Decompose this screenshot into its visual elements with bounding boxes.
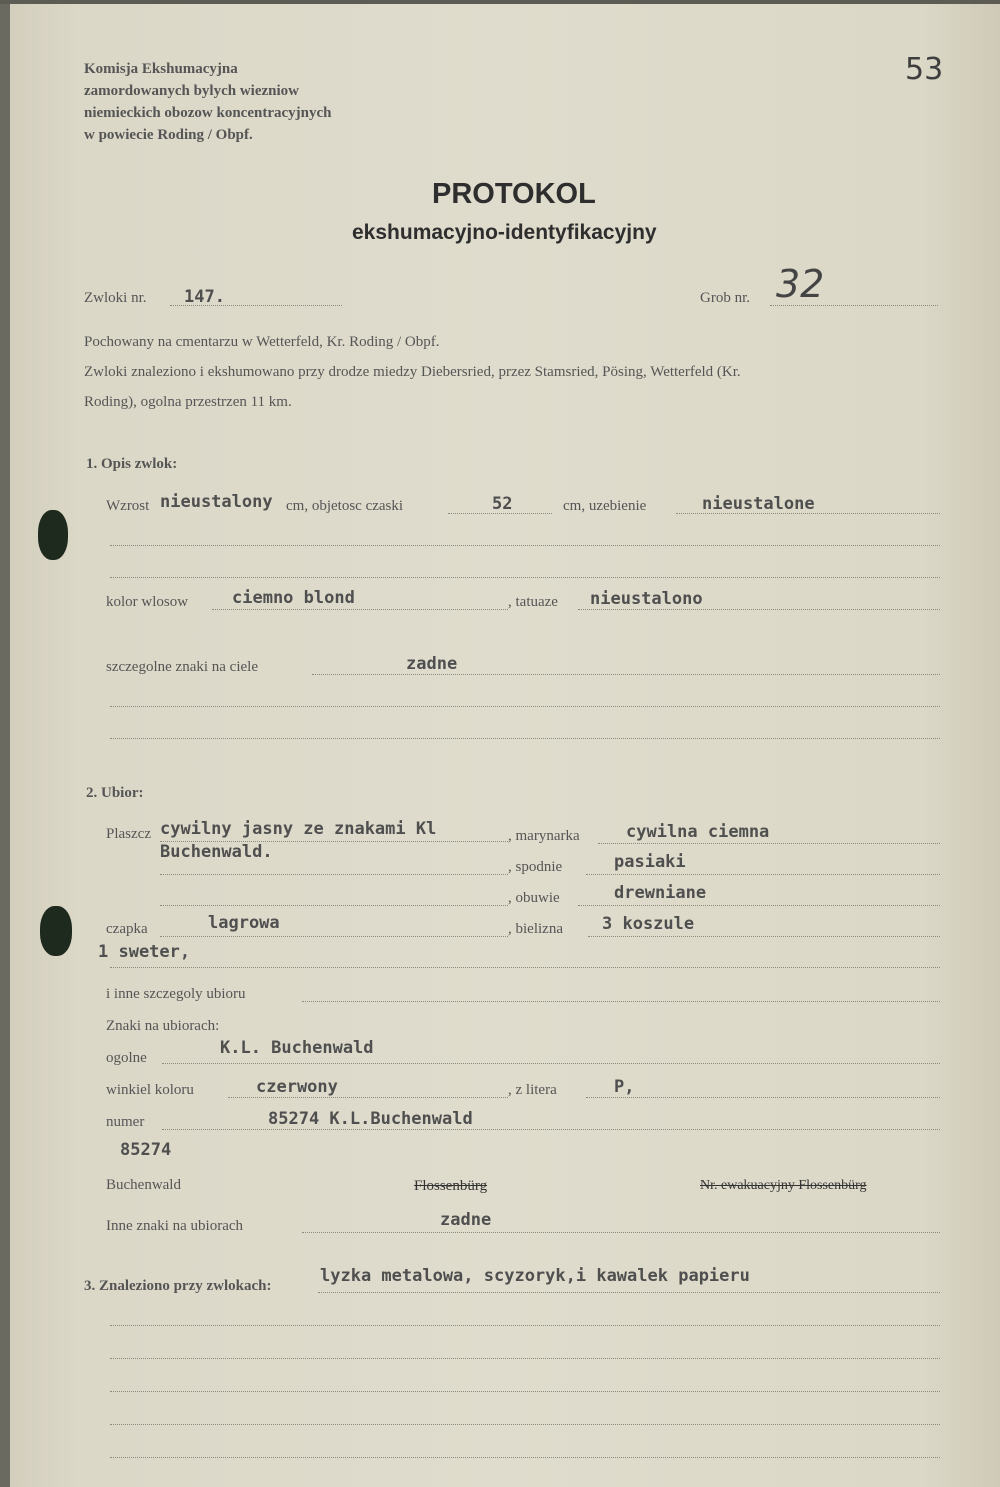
document-subtitle: ekshumacyjno-identyfikacyjny (352, 221, 657, 244)
winkiel-label: winkiel koloru (106, 1082, 194, 1098)
obuwie-label: , obuwie (508, 890, 560, 906)
spodnie-label: , spodnie (508, 859, 563, 875)
punch-hole-bottom (40, 906, 72, 956)
numer-label: numer (106, 1114, 145, 1130)
czapka-value: lagrowa (208, 913, 280, 933)
wzrost-value: nieustalony (160, 492, 273, 512)
uzebienie-label: cm, uzebienie (563, 498, 647, 514)
marynarka-label: , marynarka (508, 828, 580, 844)
obuwie-value: drewniane (614, 883, 707, 903)
winkiel-value: czerwony (256, 1077, 338, 1097)
grob-label: Grob nr. (700, 290, 750, 306)
wlosy-value: ciemno blond (232, 588, 355, 608)
znaleziono-text-2: Roding), ogolna przestrzen 11 km. (84, 394, 292, 410)
scan-edge-left (0, 0, 10, 1487)
plaszcz-value-2: Buchenwald. (160, 842, 273, 862)
spodnie-value: pasiaki (614, 852, 686, 872)
czaszka-value: 52 (492, 494, 513, 514)
section1-heading: 1. Opis zwlok: (86, 456, 178, 472)
wlosy-label: kolor wlosow (106, 594, 189, 610)
inne-znaki-label: Inne znaki na ubiorach (106, 1218, 244, 1234)
header-line-4: w powiecie Roding / Obpf. (84, 127, 253, 143)
scan-edge-top (0, 0, 1000, 4)
uzebienie-value: nieustalone (702, 494, 815, 514)
bielizna-label: , bielizna (508, 921, 563, 937)
zwloki-label: Zwloki nr. (84, 290, 147, 306)
header-line-3: niemieckich obozow koncentracyjnych (84, 105, 332, 121)
litera-label: , z litera (508, 1082, 557, 1098)
section2-heading: 2. Ubior: (86, 785, 144, 801)
header-block (84, 58, 331, 146)
grob-value: 32 (776, 262, 825, 306)
wzrost-label: Wzrost (106, 498, 150, 514)
zwloki-value: 147. (184, 287, 225, 307)
inne-znaki-value: zadne (440, 1210, 492, 1230)
znaki-ciele-label: szczegolne znaki na ciele (106, 659, 258, 675)
page-number: 53 (905, 52, 944, 87)
punch-hole-top (38, 510, 68, 560)
czapka-label: czapka (106, 921, 148, 937)
tatuaze-value: nieustalono (590, 589, 703, 609)
ewakuacyjny-label: Nr. ewakuacyjny Flossenbürg (700, 1178, 867, 1193)
bielizna-value: 3 koszule (602, 914, 695, 934)
tatuaze-label: , tatuaze (508, 594, 558, 610)
document-title: PROTOKOL (432, 178, 596, 210)
ogolne-value: K.L. Buchenwald (220, 1038, 374, 1058)
ogolne-label: ogolne (106, 1050, 147, 1066)
header-line-1: Komisja Ekshumacyjna (84, 61, 238, 77)
znaki-ciele-value: zadne (406, 654, 458, 674)
inne-szczegoly-label: i inne szczegoly ubioru (106, 986, 246, 1002)
section3-heading: 3. Znaleziono przy zwlokach: (84, 1278, 272, 1294)
znaki-ubiorach-label: Znaki na ubiorach: (106, 1018, 220, 1034)
litera-value: P, (614, 1077, 635, 1097)
pochowany-text: Pochowany na cmentarzu w Wetterfeld, Kr. Roding / Obpf. (84, 334, 440, 350)
header-line-2: zamordowanych bylych wiezniow (84, 83, 299, 99)
section3-value: lyzka metalowa, scyzoryk,i kawalek papieru (320, 1266, 750, 1286)
znaleziono-text-1: Zwloki znaleziono i ekshumowano przy drodze miedzy Diebersried, przez Stamsried, Pösing, Wetterfeld (Kr. (84, 364, 741, 380)
buchenwald-label: Buchenwald (106, 1177, 181, 1193)
marynarka-value: cywilna ciemna (626, 822, 770, 842)
plaszcz-value-1: cywilny jasny ze znakami Kl (160, 819, 437, 839)
numer-value: 85274 K.L.Buchenwald (268, 1109, 473, 1129)
sweter-value: 1 sweter, (98, 942, 191, 962)
wzrost-suffix: cm, objetosc czaski (286, 498, 404, 514)
plaszcz-label: Plaszcz (106, 826, 151, 842)
numer-extra: 85274 (120, 1140, 172, 1160)
flossenburg-label: Flossenbürg (414, 1178, 488, 1194)
